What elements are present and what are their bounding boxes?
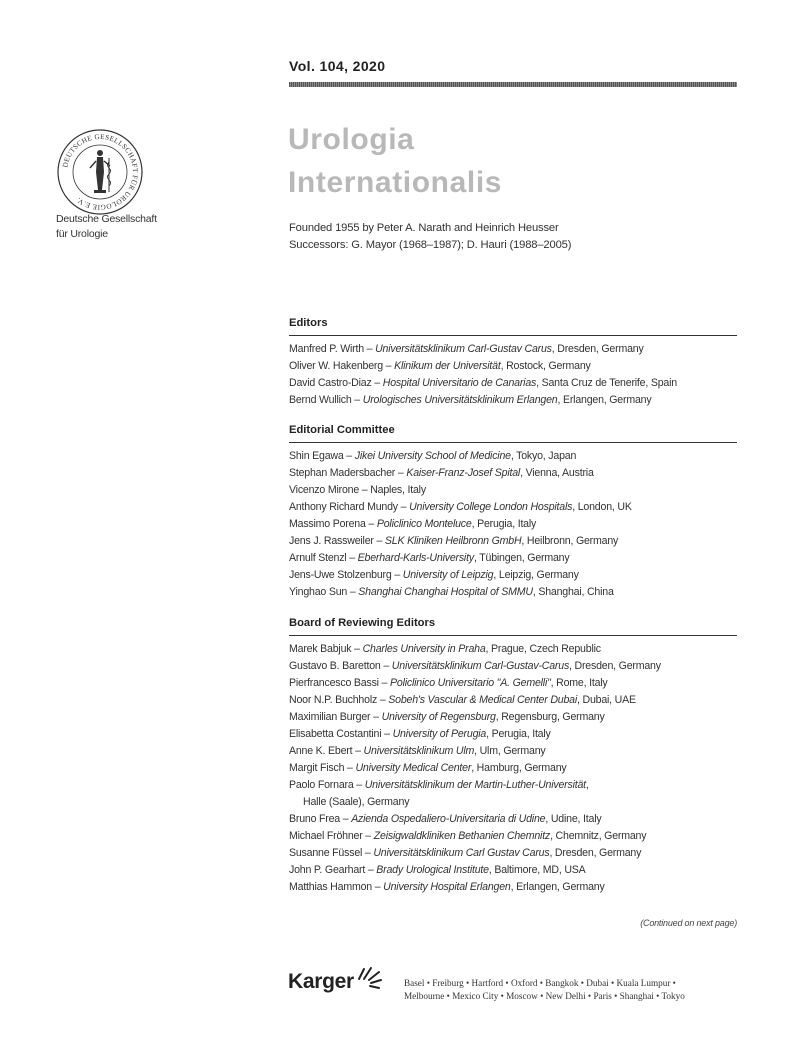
editors-list — [289, 341, 737, 409]
location: , London, UK — [572, 501, 632, 513]
dash-separator: – — [353, 779, 365, 791]
institution: Urologisches Universitätsklinikum Erlangen — [362, 394, 558, 406]
dash-separator: – — [381, 728, 393, 740]
list-item — [289, 811, 737, 828]
list-item — [289, 584, 737, 601]
person-name: Gustavo B. Baretton — [289, 660, 381, 672]
location: , — [585, 779, 589, 791]
institution: University Hospital Erlangen — [383, 881, 511, 893]
dash-separator: – — [377, 694, 389, 706]
dash-separator: – — [340, 813, 352, 825]
institution: Universitätsklinikum Ulm — [363, 745, 475, 757]
person-name: Bruno Frea — [289, 813, 340, 825]
person-name: Marek Babjuk — [289, 643, 352, 655]
journal-title-line-1: Urologia — [288, 123, 415, 156]
institution: Azienda Ospedaliero-Universitaria di Udine — [351, 813, 546, 825]
person-name: Oliver W. Hakenberg — [289, 360, 383, 372]
institution: SLK Kliniken Heilbronn GmbH — [384, 535, 522, 547]
location: Naples, Italy — [370, 484, 426, 496]
location: , Heilbronn, Germany — [521, 535, 619, 547]
editorial-committee-section — [289, 423, 737, 601]
list-item — [289, 658, 737, 675]
location: , Tübingen, Germany — [473, 552, 570, 564]
dash-separator: – — [371, 881, 384, 893]
location: , Rome, Italy — [550, 677, 608, 689]
institution: University of Regensburg — [381, 711, 496, 723]
publisher-name: Karger — [288, 970, 354, 993]
editors-heading: Editors — [289, 316, 737, 336]
dash-separator: – — [380, 660, 392, 672]
institution: Universitätsklinikum der Martin-Luther-Universität — [364, 779, 586, 791]
board-list — [289, 641, 737, 896]
person-name: Vicenzo Mirone — [289, 484, 360, 496]
cities-line-2: Melbourne • Mexico City • Moscow • New Delhi • Paris • Shanghai • Tokyo — [404, 990, 685, 1001]
board-heading: Board of Reviewing Editors — [289, 616, 737, 636]
list-item — [289, 550, 737, 567]
list-item — [289, 862, 737, 879]
institution: Jikei University School of Medicine — [354, 450, 511, 462]
list-item — [289, 533, 737, 550]
institution: Klinikum der Universität — [394, 360, 501, 372]
dash-separator: – — [397, 501, 410, 513]
dash-separator: – — [363, 343, 376, 355]
list-item — [289, 482, 737, 499]
location: , Erlangen, Germany — [510, 881, 605, 893]
society-line-2: für Urologie — [56, 228, 108, 240]
person-name: Anne K. Ebert — [289, 745, 353, 757]
location: , Ulm, Germany — [474, 745, 546, 757]
list-item — [289, 516, 737, 533]
dash-separator: – — [365, 864, 377, 876]
institution: Zeisigwaldkliniken Bethanien Chemnitz — [373, 830, 551, 842]
dash-separator: – — [343, 450, 355, 462]
person-name: Noor N.P. Buchholz — [289, 694, 378, 706]
location: , Dresden, Germany — [551, 343, 644, 355]
dash-separator: – — [362, 830, 374, 842]
list-item — [289, 499, 737, 516]
person-name: Paolo Fornara — [289, 779, 354, 791]
cities-line-1: Basel • Freiburg • Hartford • Oxford • Bangkok • Dubai • Kuala Lumpur • — [404, 978, 676, 988]
list-item — [289, 567, 737, 584]
institution: University of Perugia — [392, 728, 487, 740]
person-name: Bernd Wullich — [289, 394, 352, 406]
list-item — [289, 675, 737, 692]
person-name: Yinghao Sun — [289, 586, 348, 598]
list-item — [289, 465, 737, 482]
list-item — [289, 743, 737, 760]
board-section — [289, 616, 737, 896]
society-line-1: Deutsche Gesellschaft — [56, 213, 157, 225]
institution: Universitätsklinikum Carl-Gustav Carus — [375, 343, 552, 355]
person-name: Jens-Uwe Stolzenburg — [289, 569, 392, 581]
list-item — [289, 392, 737, 409]
journal-title-line-2: Internationalis — [288, 166, 503, 199]
editors-section — [289, 316, 737, 409]
location: , Tokyo, Japan — [510, 450, 577, 462]
person-name: Shin Egawa — [289, 450, 344, 462]
list-item — [289, 641, 737, 658]
dash-separator: – — [382, 360, 395, 372]
institution: Universitätsklinikum Carl Gustav Carus — [373, 847, 550, 859]
person-name: Susanne Füssel — [289, 847, 363, 859]
editorial-committee-list — [289, 448, 737, 601]
dash-separator: – — [378, 677, 391, 689]
dash-separator: – — [351, 643, 363, 655]
person-name: Anthony Richard Mundy — [289, 501, 398, 513]
dash-separator: – — [370, 711, 382, 723]
location: , Vienna, Austria — [520, 467, 594, 479]
location: , Dresden, Germany — [549, 847, 642, 859]
society-name — [56, 212, 157, 242]
location: , Hamburg, Germany — [471, 762, 567, 774]
list-item — [289, 845, 737, 862]
dash-separator: – — [391, 569, 403, 581]
institution: Charles University in Praha — [362, 643, 486, 655]
institution: University College London Hospitals — [409, 501, 573, 513]
person-name: John P. Gearhart — [289, 864, 366, 876]
dash-separator: – — [351, 394, 363, 406]
list-item — [289, 448, 737, 465]
list-item — [289, 375, 737, 392]
person-name: Maximilian Burger — [289, 711, 371, 723]
location-continued: Halle (Saale), Germany — [303, 796, 410, 808]
continued-note: (Continued on next page) — [640, 918, 737, 928]
publisher-logo — [288, 970, 383, 994]
seal-lettering: DEUTSCHE GESELLSCHAFT FÜR UROLOGIE E.V. — [61, 132, 140, 212]
dash-separator: – — [395, 467, 407, 479]
location: , Erlangen, Germany — [557, 394, 652, 406]
institution: Sobeh's Vascular & Medical Center Dubai — [388, 694, 578, 706]
location: , Perugia, Italy — [486, 728, 551, 740]
volume-rule — [289, 82, 737, 87]
list-item — [289, 828, 737, 845]
volume-label: Vol. 104, 2020 — [289, 58, 386, 74]
location: , Udine, Italy — [545, 813, 602, 825]
person-name: Jens J. Rassweiler — [289, 535, 374, 547]
institution: Universitätsklinikum Carl-Gustav-Carus — [391, 660, 570, 672]
founded-info — [289, 220, 571, 254]
list-item — [289, 709, 737, 726]
location: , Perugia, Italy — [471, 518, 537, 530]
dash-separator: – — [352, 745, 364, 757]
institution: Policlinico Universitario "A. Gemelli" — [390, 677, 551, 689]
person-name: Pierfrancesco Bassi — [289, 677, 379, 689]
list-item — [289, 777, 737, 811]
list-item — [289, 358, 737, 375]
dash-separator: – — [371, 377, 383, 389]
location: , Chemnitz, Germany — [550, 830, 647, 842]
dash-separator: – — [344, 762, 356, 774]
person-name: Manfred P. Wirth — [289, 343, 364, 355]
institution: University Medical Center — [355, 762, 472, 774]
location: , Santa Cruz de Tenerife, Spain — [536, 377, 677, 389]
dash-separator: – — [346, 552, 358, 564]
institution: Eberhard-Karls-University — [357, 552, 474, 564]
location: , Dubai, UAE — [577, 694, 636, 706]
person-name: Massimo Porena — [289, 518, 366, 530]
list-item — [289, 760, 737, 777]
founded-line-1: Founded 1955 by Peter A. Narath and Heinrich Heusser — [289, 222, 559, 234]
location: , Shanghai, China — [532, 586, 614, 598]
location: , Prague, Czech Republic — [485, 643, 601, 655]
list-item — [289, 692, 737, 709]
list-item — [289, 341, 737, 358]
institution: Policlinico Monteluce — [376, 518, 472, 530]
karger-leaf-icon — [355, 965, 383, 991]
person-name: Elisabetta Costantini — [289, 728, 382, 740]
institution: Hospital Universitario de Canarias — [382, 377, 537, 389]
location: , Regensburg, Germany — [495, 711, 605, 723]
institution: Brady Urological Institute — [376, 864, 489, 876]
location: , Leipzig, Germany — [493, 569, 579, 581]
list-item — [289, 726, 737, 743]
list-item — [289, 879, 737, 896]
founded-line-2: Successors: G. Mayor (1968–1987); D. Hauri (1988–2005) — [289, 239, 572, 251]
location: , Dresden, Germany — [569, 660, 661, 672]
person-name: Michael Fröhner — [289, 830, 363, 842]
person-name: Arnulf Stenzl — [289, 552, 347, 564]
dash-separator: – — [362, 847, 374, 859]
institution: Kaiser-Franz-Josef Spital — [406, 467, 521, 479]
editorial-committee-heading: Editorial Committee — [289, 423, 737, 443]
person-name: David Castro-Diaz — [289, 377, 372, 389]
person-name: Matthias Hammon — [289, 881, 372, 893]
journal-title — [288, 118, 502, 204]
location: , Rostock, Germany — [500, 360, 591, 372]
location: , Baltimore, MD, USA — [488, 864, 586, 876]
person-name: Stephan Madersbacher — [289, 467, 396, 479]
institution: University of Leipzig — [402, 569, 494, 581]
dash-separator: – — [365, 518, 377, 530]
dash-separator: – — [373, 535, 385, 547]
institution: Shanghai Changhai Hospital of SMMU — [358, 586, 533, 598]
publisher-cities — [404, 977, 685, 1002]
dash-separator: – — [347, 586, 359, 598]
dash-separator: – — [359, 484, 371, 496]
person-name: Margit Fisch — [289, 762, 345, 774]
society-seal-logo — [56, 128, 144, 216]
